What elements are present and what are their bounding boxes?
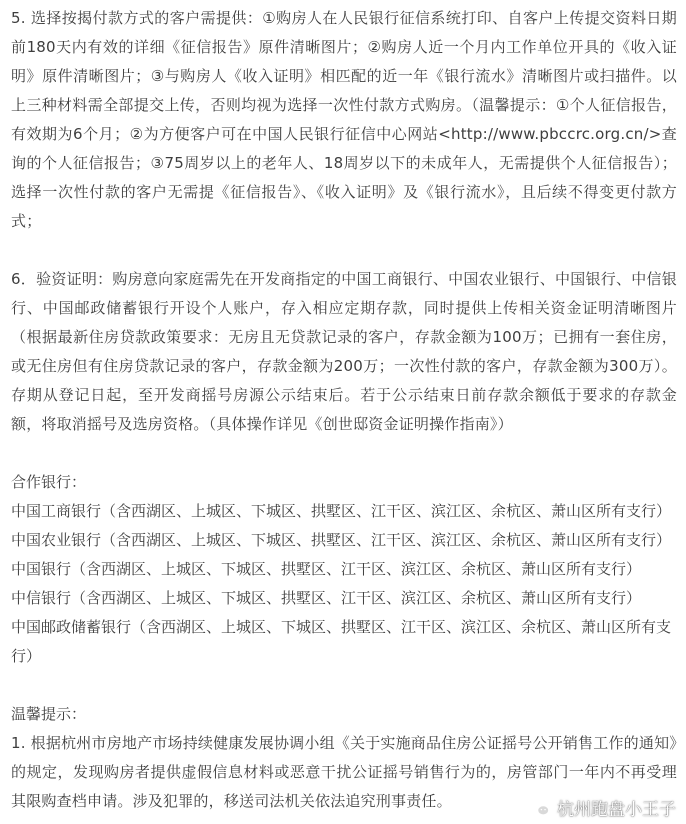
tips-paragraph: 1. 根据杭州市房地产市场持续健康发展协调小组《关于实施商品住房公证摇号公开销售工作的通知》的规定，发现购房者提供虚假信息材料或恶意干扰公证摇号销售行为的，房管部门一年内不再受理其限购查档申请。涉及犯罪的，移送司法机关依法追究刑事责任。 <box>11 734 677 810</box>
tips-heading: 温馨提示： <box>11 705 87 723</box>
spacer <box>11 236 677 265</box>
banks-heading: 合作银行： <box>11 473 87 491</box>
section-6-paragraph: 6．验资证明：购房意向家庭需先在开发商指定的中国工商银行、中国农业银行、中国银行、中信银行、中国邮政储蓄银行开设个人账户，存入相应定期存款，同时提供上传相关资金证明清晰图片（根据最新住房贷款政策要求：无房且无贷款记录的客户，存款金额为100万；已拥有一套住房，或无住房但有住房贷款记录的客户，存款金额为200万；一次性付款的客户，存款金额为300万）。存期从登记日起，至开发商摇号房源公示结束后。若于公示结束日前存款余额低于要求的存款金额，将取消摇号及选房资格。（具体操作详见《创世邸资金证明操作指南》） <box>11 270 677 433</box>
bank-item-citic: 中信银行（含西湖区、上城区、下城区、拱墅区、江干区、滨江区、余杭区、萧山区所有支行） <box>11 589 642 607</box>
article-body <box>11 4 677 816</box>
bank-item-icbc: 中国工商银行（含西湖区、上城区、下城区、拱墅区、江干区、滨江区、余杭区、萧山区所有支行） <box>11 502 672 520</box>
spacer <box>11 439 677 468</box>
spacer <box>11 671 677 700</box>
bank-item-psbc: 中国邮政储蓄银行（含西湖区、上城区、下城区、拱墅区、江干区、滨江区、余杭区、萧山区所有支行） <box>11 618 672 665</box>
watermark-text: 杭州跑盘小王子 <box>557 800 676 820</box>
section-5-paragraph: 5. 选择按揭付款方式的客户需提供：①购房人在人民银行征信系统打印、自客户上传提交资料日期前180天内有效的详细《征信报告》原件清晰图片；②购房人近一个月内工作单位开具的《收入证明》原件清晰图片；③与购房人《收入证明》相匹配的近一年《银行流水》清晰图片或扫描件。以上三种材料需全部提交上传，否则均视为选择一次性付款方式购房。（温馨提示：①个人征信报告，有效期为6个月；②为方便客户可在中国人民银行征信中心网站<http://www.pbccrc.org.cn/>查询的个人征信报告；③75周岁以上的老年人、18周岁以下的未成年人，无需提供个人征信报告）；选择一次性付款的客户无需提《征信报告》、《收入证明》及《银行流水》，且后续不得变更付款方式； <box>11 9 677 230</box>
bank-item-boc: 中国银行（含西湖区、上城区、下城区、拱墅区、江干区、滨江区、余杭区、萧山区所有支行） <box>11 560 642 578</box>
wechat-icon <box>529 797 551 819</box>
watermark <box>529 795 676 820</box>
bank-item-abc: 中国农业银行（含西湖区、上城区、下城区、拱墅区、江干区、滨江区、余杭区、萧山区所有支行） <box>11 531 672 549</box>
